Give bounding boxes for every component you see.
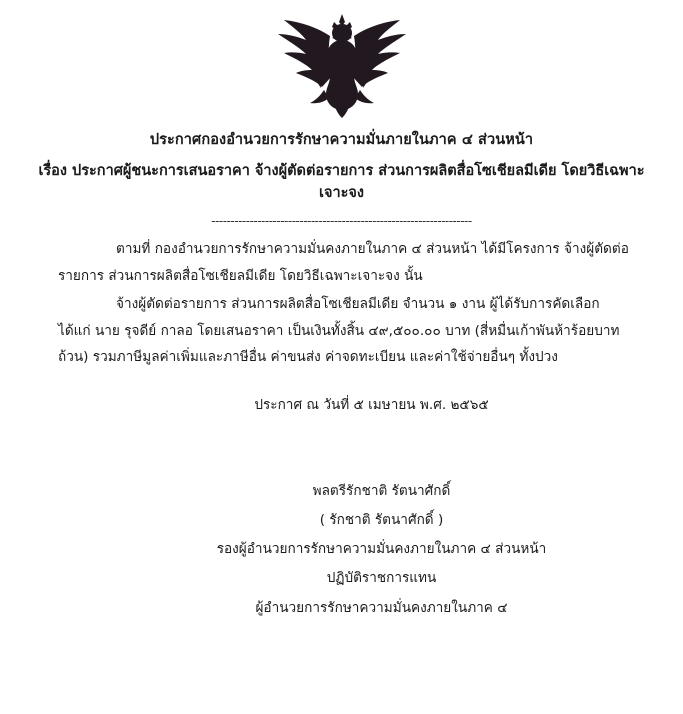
signer-name: พลตรีรักชาติ รัตนาศักดิ์ <box>312 482 451 499</box>
announcement-date: ประกาศ ณ วันที่ ๕ เมษายน พ.ศ. ๒๕๖๕ <box>254 396 489 413</box>
signer-name-parenthetical: ( รักชาติ รัตนาศักดิ์ ) <box>319 511 444 528</box>
garuda-emblem-icon <box>276 12 408 120</box>
body-block <box>30 236 653 371</box>
paragraph-1: ตามที่ กองอำนวยการรักษาความมั่นคงภายในภาค ๔ ส่วนหน้า ได้มีโครงการ จ้างผู้ตัดต่อรายการ ส่วนการผลิตสื่อโซเชียลมีเดีย โดยวิธีเฉพาะเจาะจง นั้น <box>58 241 629 284</box>
signature-block <box>30 477 653 623</box>
signer-position-line-2: ปฏิบัติราชการแทน <box>326 570 437 587</box>
divider: -------------------------------------------------------------------- <box>211 214 472 229</box>
title-block <box>30 130 653 204</box>
paragraph-2: จ้างผู้ตัดต่อรายการ ส่วนการผลิตสื่อโซเชียลมีเดีย จำนวน ๑ งาน ผู้ได้รับการคัดเลือก ได้แก่ นาย รุจดีย์ กาลอ โดยเสนอราคา เป็นเงินทั้งสิ้น ๔๙,๕๐๐.๐๐ บาท (สี่หมื่นเก้าพันห้าร้อยบาทถ้วน) รวมภาษีมูลค่าเพิ่มและภาษีอื่น ค่าขนส่ง ค่าจดทะเบียน และค่าใช้จ่ายอื่นๆ ทั้งปวง <box>58 296 620 366</box>
signer-position-line-3: ผู้อำนวยการรักษาความมั่นคงภายในภาค ๔ <box>255 599 508 616</box>
emblem-container <box>30 12 653 122</box>
document-subject: เรื่อง ประกาศผู้ชนะการเสนอราคา จ้างผู้ตัดต่อรายการ ส่วนการผลิตสื่อโซเชียลมีเดีย โดยวิธีเฉพาะเจาะจง <box>38 162 645 201</box>
page-title: ประกาศกองอำนวยการรักษาความมั่นภายในภาค ๔ ส่วนหน้า <box>149 132 534 148</box>
signer-position-line-1: รองผู้อำนวยการรักษาความมั่นคงภายในภาค ๔ ส่วนหน้า <box>216 541 547 558</box>
